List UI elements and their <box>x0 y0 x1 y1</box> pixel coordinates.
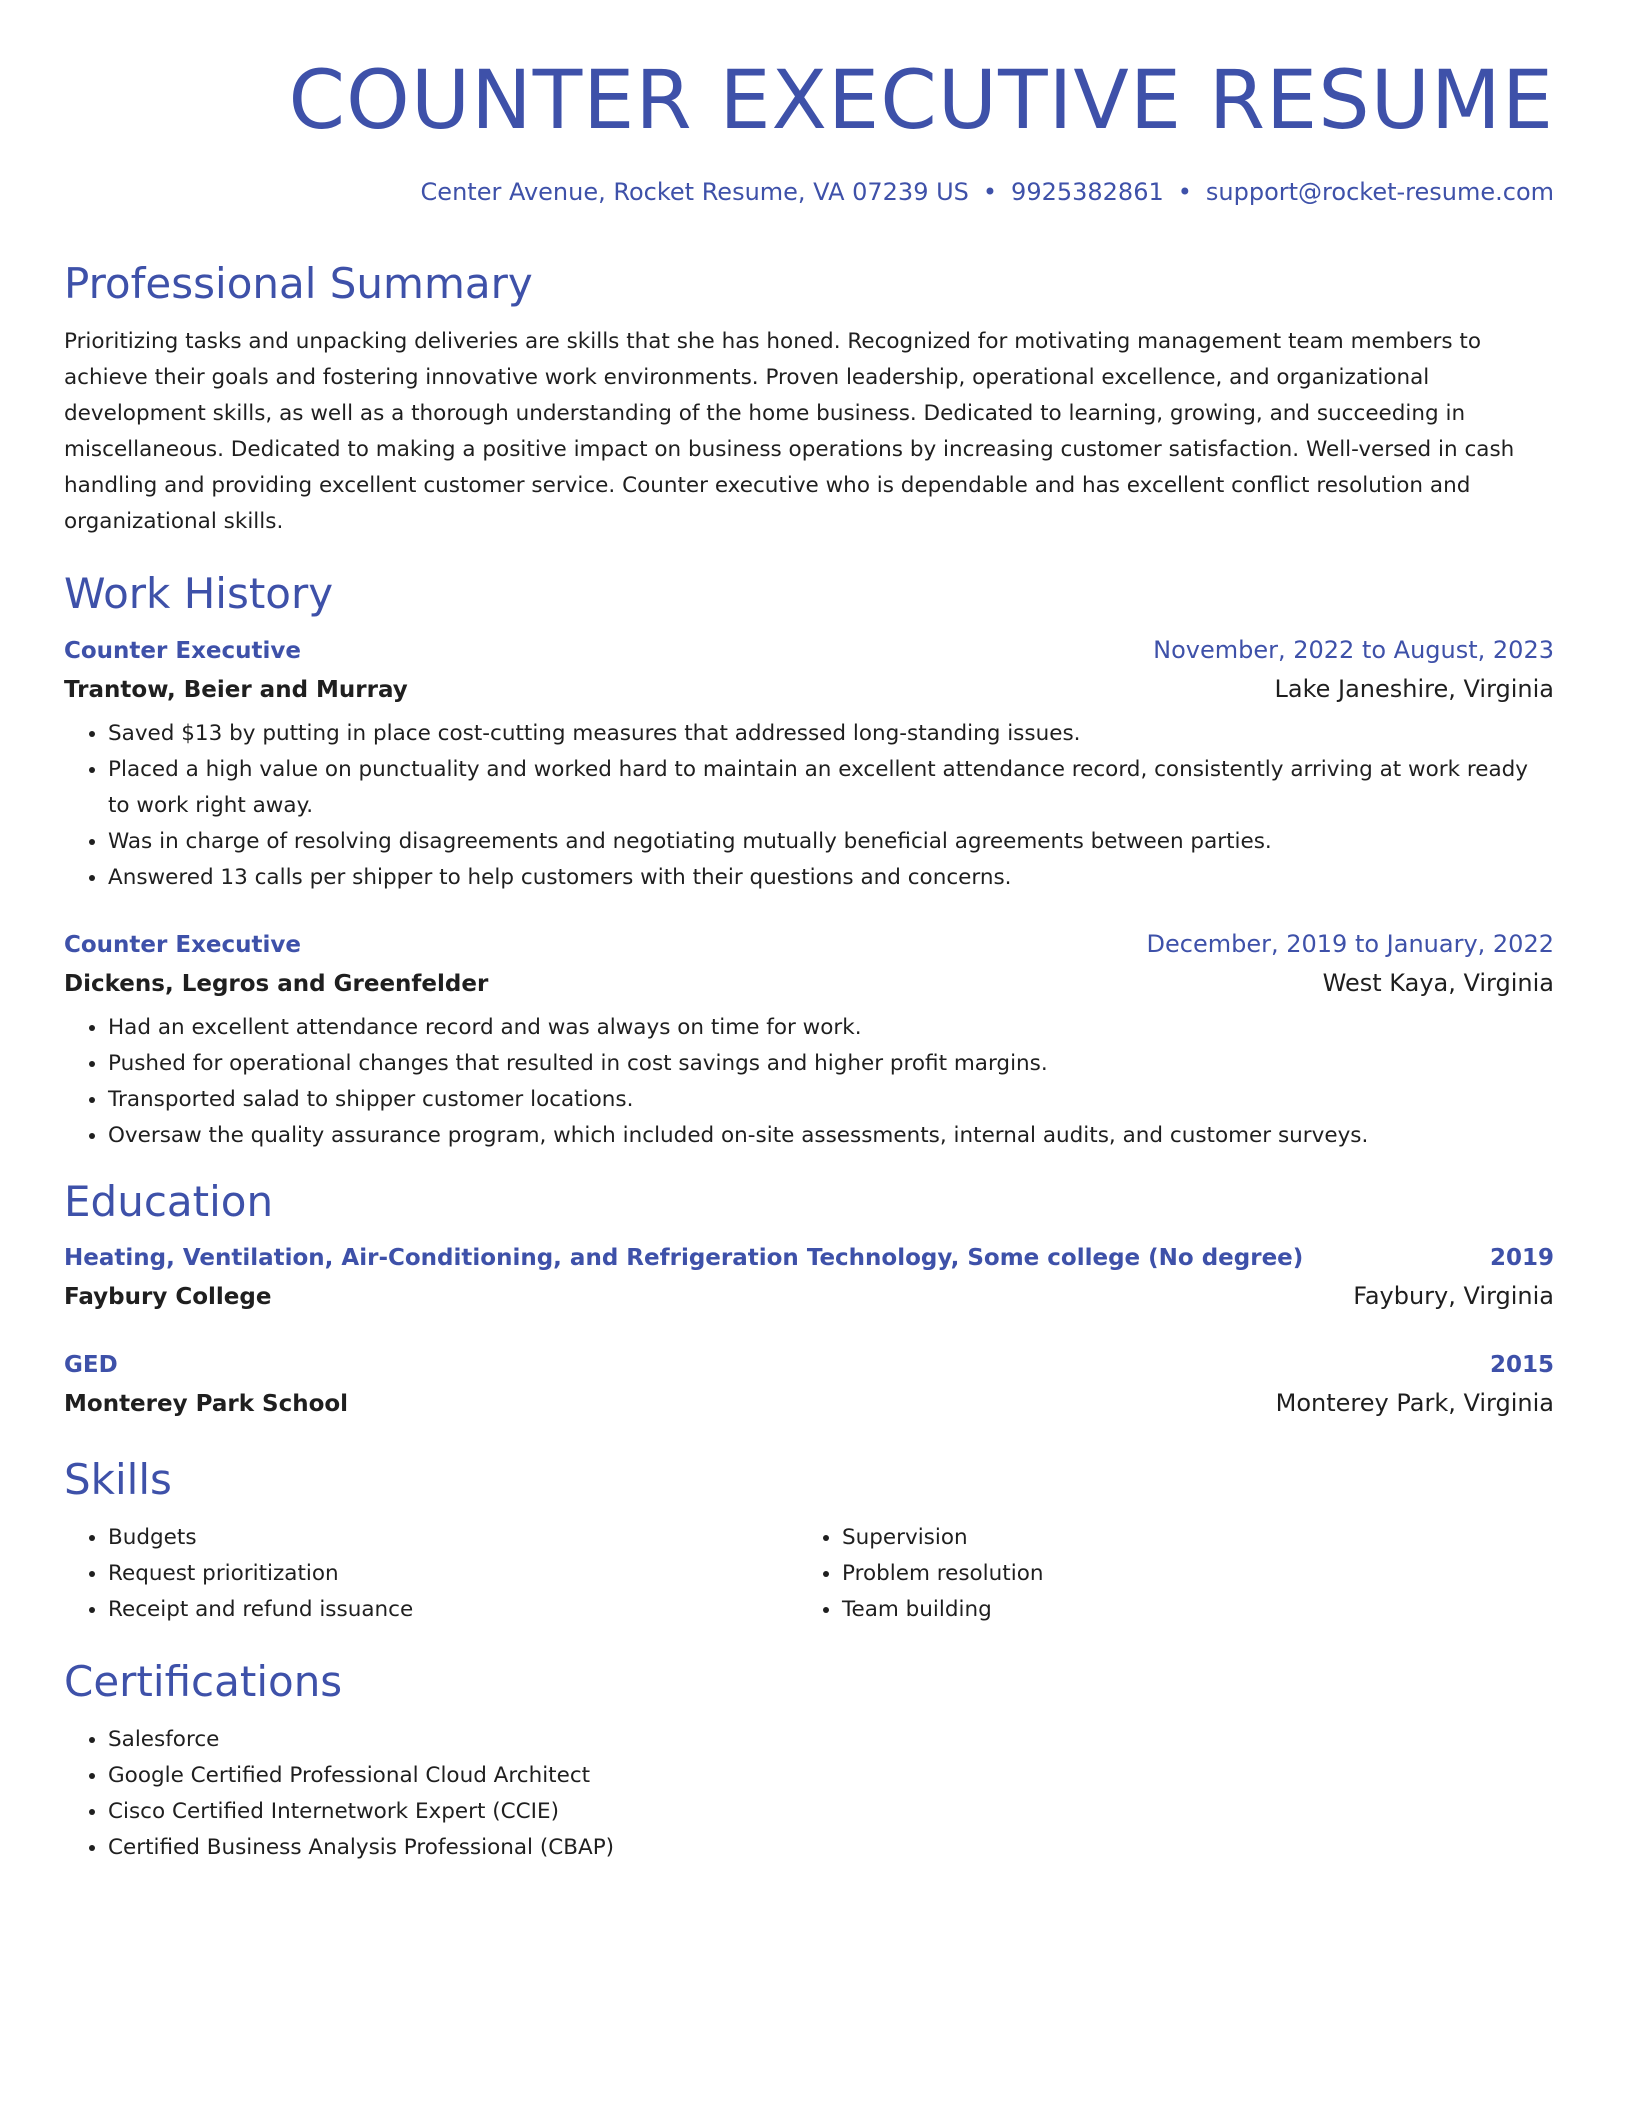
education-section <box>64 1176 1554 1424</box>
skills-list-right <box>798 1520 1532 1628</box>
certifications-list <box>64 1722 1554 1866</box>
job-bullets <box>64 716 1554 896</box>
education-location: Faybury, Virginia <box>1353 1282 1554 1310</box>
contact-phone: 9925382861 <box>1011 178 1164 206</box>
job-header-row <box>64 632 1554 669</box>
job-bullet: • Transported salad to shipper customer locations. <box>108 1082 1554 1118</box>
skills-list-left <box>64 1520 798 1628</box>
job-company-row <box>64 963 1554 1004</box>
contact-separator: • <box>982 178 998 206</box>
education-location: Monterey Park, Virginia <box>1275 1389 1554 1417</box>
job-company: Trantow, Beier and Murray <box>64 677 408 703</box>
job-company: Dickens, Legros and Greenfelder <box>64 971 489 997</box>
skills-heading: Skills <box>64 1455 172 1504</box>
job-location: West Kaya, Virginia <box>1322 969 1554 997</box>
work-history-section <box>64 568 1554 1154</box>
certification-item: • Certified Business Analysis Professional (CBAP) <box>108 1830 1554 1866</box>
job-company-row <box>64 669 1554 710</box>
summary-text: Prioritizing tasks and unpacking deliveries are skills that she has honed. Recognized for motivating management team members to achieve their goals and fostering innovative work environments. Proven leadership, operational excellence, and organizational development skills, as well as a thorough understanding of the home business. Dedicated to learning, growing, and succeeding in miscellaneous. Dedicated to making a positive impact on business operations by increasing customer satisfaction. Well-versed in cash handling and providing excellent customer service. Counter executive who is dependable and has excellent conflict resolution and organizational skills. <box>64 329 1515 534</box>
job-header-row <box>64 926 1554 963</box>
skill-item: • Request prioritization <box>108 1556 798 1592</box>
job-title: Counter Executive <box>64 932 301 958</box>
job-entry <box>64 632 1554 896</box>
skill-item: • Team building <box>842 1592 1532 1628</box>
certification-item: • Google Certified Professional Cloud Architect <box>108 1758 1554 1794</box>
contact-separator: • <box>1177 178 1192 206</box>
resume-page <box>64 0 1554 1866</box>
education-header-row <box>64 1347 1554 1383</box>
work-history-heading: Work History <box>64 569 334 618</box>
education-entry <box>64 1240 1554 1317</box>
job-bullet: • Saved $13 by putting in place cost-cutting measures that addressed long-standing issues. <box>108 716 1554 752</box>
certifications-section <box>64 1656 1554 1866</box>
skill-item: • Budgets <box>108 1520 798 1556</box>
job-bullet: • Placed a high value on punctuality and worked hard to maintain an excellent attendance record, consistently arriving at work ready to work right away. <box>108 752 1554 824</box>
job-bullet: • Was in charge of resolving disagreements and negotiating mutually beneficial agreements between parties. <box>108 824 1554 860</box>
job-entry <box>64 926 1554 1154</box>
summary-heading: Professional Summary <box>64 259 533 308</box>
certification-item: • Salesforce <box>108 1722 1554 1758</box>
job-dates: December, 2019 to January, 2022 <box>1146 930 1554 958</box>
skill-item: • Supervision <box>842 1520 1532 1556</box>
resume-header <box>64 0 1554 208</box>
education-school: Monterey Park School <box>64 1391 349 1417</box>
contact-line <box>64 176 1554 208</box>
skill-item: • Problem resolution <box>842 1556 1532 1592</box>
education-degree: GED <box>64 1352 118 1378</box>
contact-address: Center Avenue, Rocket Resume, VA 07239 US <box>420 178 969 206</box>
job-bullet: • Had an excellent attendance record and was always on time for work. <box>108 1010 1554 1046</box>
job-bullet: • Oversaw the quality assurance program, which included on-site assessments, internal audits, and customer surveys. <box>108 1118 1554 1154</box>
job-title: Counter Executive <box>64 638 301 664</box>
resume-title: COUNTER EXECUTIVE RESUME <box>288 54 1554 148</box>
education-degree: Heating, Ventilation, Air-Conditioning, and Refrigeration Technology, Some college (No degree) <box>64 1245 1304 1271</box>
job-bullets <box>64 1010 1554 1154</box>
skills-section <box>64 1454 1554 1628</box>
education-school-row <box>64 1276 1554 1317</box>
skill-item: • Receipt and refund issuance <box>108 1592 798 1628</box>
certification-item: • Cisco Certified Internetwork Expert (CCIE) <box>108 1794 1554 1830</box>
education-year: 2015 <box>1489 1352 1554 1378</box>
job-location: Lake Janeshire, Virginia <box>1274 675 1554 703</box>
education-year: 2019 <box>1489 1245 1554 1271</box>
education-school-row <box>64 1383 1554 1424</box>
job-bullet: • Pushed for operational changes that resulted in cost savings and higher profit margins. <box>108 1046 1554 1082</box>
certifications-heading: Certifications <box>64 1657 343 1706</box>
education-header-row <box>64 1240 1554 1276</box>
education-entry <box>64 1347 1554 1424</box>
job-dates: November, 2022 to August, 2023 <box>1153 636 1554 664</box>
education-school: Faybury College <box>64 1284 272 1310</box>
job-bullet: • Answered 13 calls per shipper to help customers with their questions and concerns. <box>108 860 1554 896</box>
skills-grid <box>64 1520 1554 1628</box>
contact-email[interactable]: support@rocket-resume.com <box>1205 178 1554 206</box>
education-heading: Education <box>64 1177 274 1226</box>
summary-section <box>64 258 1554 540</box>
